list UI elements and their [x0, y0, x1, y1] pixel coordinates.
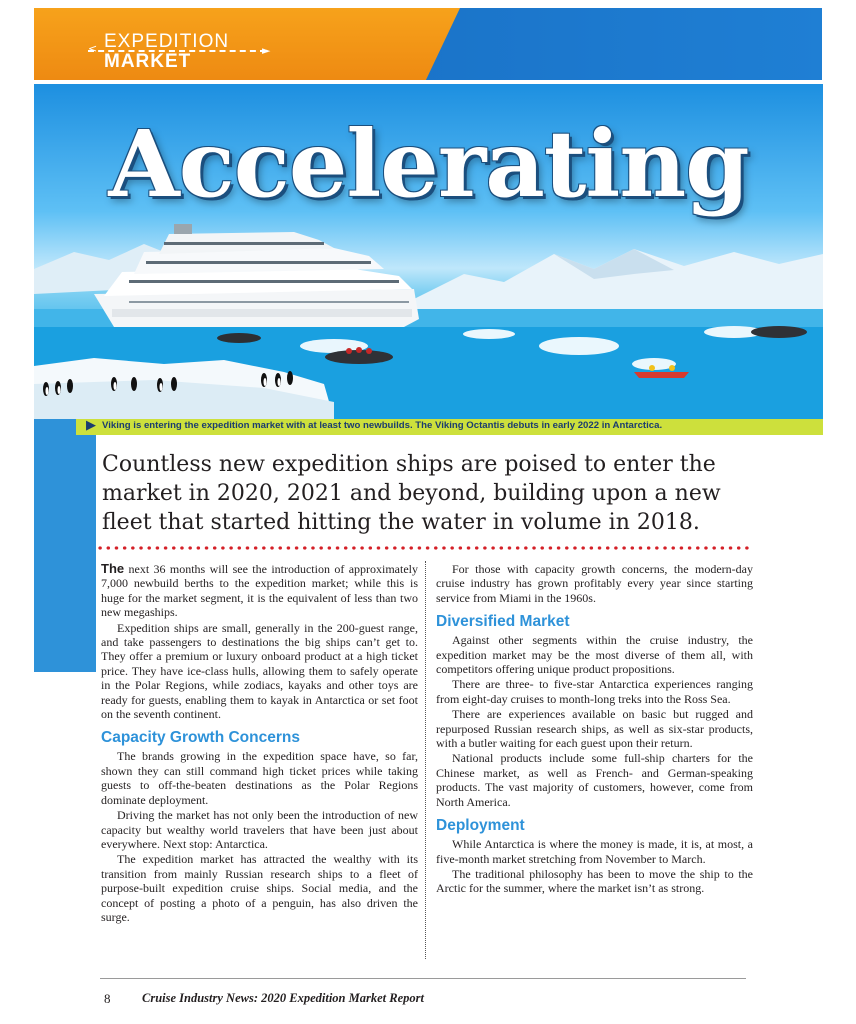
deck-subheadline: Countless new expedition ships are poised to enter the market in 2020, 2021 and beyond, building upon a new fleet that started hitting the water in volume in 2018. — [102, 452, 721, 535]
body-paragraph: While Antarctica is where the money is made, it is, at most, a five-month market stretching from November to March. — [436, 837, 753, 866]
photo-caption: Viking is entering the expedition market with at least two newbuilds. The Viking Octantis debuts in early 2022 in Antarctica. — [102, 420, 663, 431]
dotted-divider — [96, 545, 750, 551]
body-paragraph: Against other segments within the cruise industry, the expedition market may be the most diverse of them all, with competitors offering unique product propositions. — [436, 633, 753, 677]
column-divider — [425, 561, 426, 959]
banner-orange-band — [34, 8, 460, 80]
publication-title: Cruise Industry News: 2020 Expedition Market Report — [142, 991, 424, 1005]
section-label-market: MARKET — [104, 51, 192, 72]
section-heading: Capacity Growth Concerns — [101, 729, 300, 747]
body-paragraph: Driving the market has not only been the introduction of new capacity but wealthy world travelers that have been just about everywhere. Next stop: Antarctica. — [101, 808, 418, 851]
body-paragraph — [101, 562, 418, 620]
body-paragraph: Expedition ships are small, generally in the 200-guest range, and take passengers to destinations the big ships can’t get to. They offer a premium or luxury onboard product at a high ticket price. They have ice-class hulls, allowing them to safely operate in the Polar Regions, while zodiacs, kayaks and other toys are ready for guests, enabling them to kayak in Antarctica or set foot on the seventh continent. — [101, 620, 418, 722]
banner-arrow-tail-icon: < — [88, 42, 98, 55]
section-heading: Deployment — [436, 817, 525, 835]
lead-word: The — [101, 561, 125, 576]
body-paragraph: There are three- to five-star Antarctica experiences ranging from eight-day cruises to month-long treks into the Ross Sea. — [436, 677, 753, 706]
article-column-right — [436, 562, 753, 897]
footer-rule — [100, 978, 746, 979]
left-accent-stripe — [34, 419, 96, 672]
lead-paragraph-text: next 36 months will see the introduction of approximately 7,000 newbuild berths to the expedition market; while this is huge for the market segment, it is the equivalent of less than two new megaships. — [101, 562, 419, 620]
headline: Accelerating — [108, 110, 749, 218]
triangle-right-icon: ▶ — [86, 418, 96, 433]
page-number: 8 — [104, 991, 111, 1006]
body-paragraph: The brands growing in the expedition space have, so far, shown they can still command high ticket prices while taking guests to off-the-beaten destinations as the Polar Regions dominate deployment. — [101, 749, 418, 807]
body-paragraph: There are experiences available on basic but rugged and repurposed Russian research ships, as well as six-star products, with a butler waiting for each guest upon their return. — [436, 707, 753, 751]
banner-arrow-head-icon: ► — [262, 44, 271, 57]
section-label-expedition: EXPEDITION — [104, 31, 230, 52]
body-paragraph: The expedition market has attracted the wealthy with its transition from mainly Russian research ships to a fleet of purpose-built expedition cruise ships. Social media, and the concept of posting a photo of a penguin, has also driven the surge. — [101, 852, 418, 924]
body-paragraph: National products include some full-ship charters for the Chinese market, as well as French- and German-speaking products. The vast majority of customers, however, come from North America. — [436, 751, 753, 809]
hero-photo — [34, 84, 823, 419]
body-paragraph: The traditional philosophy has been to move the ship to the Arctic for the summer, where the market isn’t as strong. — [436, 866, 753, 896]
article-column-left — [101, 562, 418, 925]
section-heading: Diversified Market — [436, 613, 570, 631]
body-paragraph: For those with capacity growth concerns, the modern-day cruise industry has grown profitably every year since starting service from Miami in the 1960s. — [436, 562, 753, 605]
